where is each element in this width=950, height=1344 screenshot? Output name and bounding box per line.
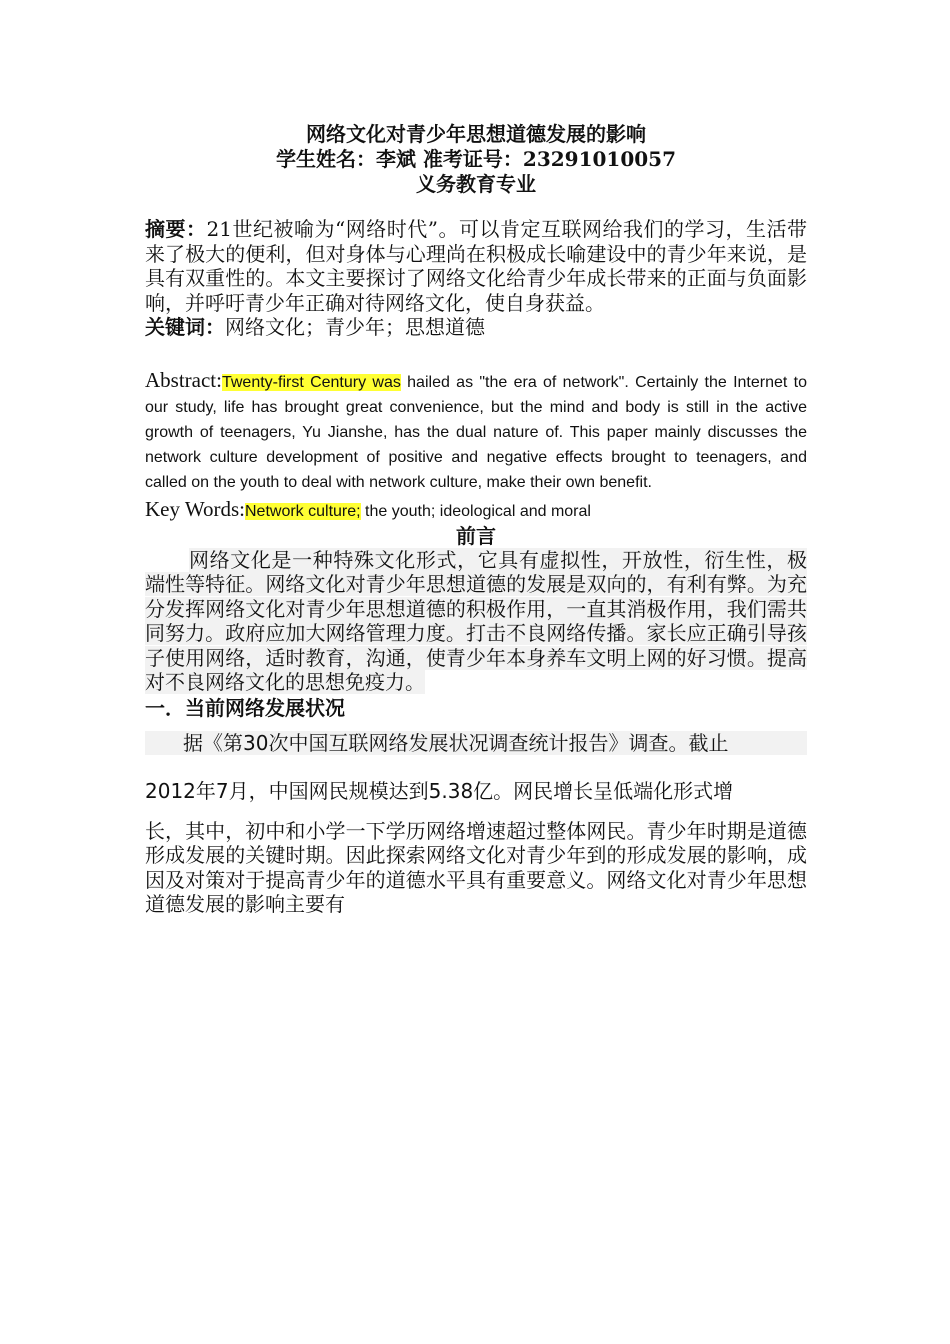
- section1-line2-c: 亿。网民增长呈低端化形式增: [473, 778, 734, 803]
- abstract-zh-text: 21世纪被喻为“网络时代”。可以肯定互联网给我们的学习，生活带来了极大的便利，但对身体与心理尚在积极成长喻建设中的青少年来说，是具有双重性的。本文主要探讨了网络文化给青少年成长带来的正面与负面影响，并呼吁青少年正确对待网络文化，使自身获益。: [145, 217, 807, 315]
- major-line: 义务教育专业: [416, 172, 536, 196]
- section1-line2-a: 年: [195, 778, 216, 803]
- abstract-zh: [145, 217, 807, 315]
- abstract-en-label: Abstract:: [145, 367, 222, 392]
- section1-line1-num: 30: [243, 730, 269, 755]
- keywords-zh-text: 网络文化；青少年；思想道德: [225, 315, 485, 339]
- preface-paragraph: [145, 548, 807, 695]
- paper-title: 网络文化对青少年思想道德发展的影响: [306, 122, 646, 146]
- student-info: 学生姓名：李斌 准考证号：23291010057: [275, 147, 677, 171]
- section1-rest-text: 长，其中，初中和小学一下学历网络增速超过整体网民。青少年时期是道德形成发展的关键时期。因此探索网络文化对青少年到的形成发展的影响，成因及对策对于提高青少年的道德水平具有重要意义。网络文化对青少年思想道德发展的影响主要有: [145, 818, 807, 916]
- section1-line2: [145, 779, 807, 803]
- section1-line2-b: 月，中国网民规模达到: [228, 778, 429, 803]
- section1-line2-num2: 7: [215, 778, 229, 803]
- abstract-en-highlight: Twenty-first Century was: [221, 373, 401, 391]
- section1-rest: [145, 819, 807, 917]
- keywords-en-label: Key Words:: [145, 496, 245, 521]
- section1-heading: 一．当前网络发展状况: [145, 695, 345, 720]
- spacer: [145, 197, 807, 217]
- document-content: [145, 122, 807, 917]
- section1-line1: [145, 731, 807, 755]
- section1-line1-a: 据《第: [183, 730, 243, 755]
- preface-text: 网络文化是一种特殊文化形式，它具有虚拟性，开放性，衍生性，极端性等特征。网络文化对青少年思想道德的发展是双向的，有利有弊。为充分发挥网络文化对青少年思想道德的积极作用，一直其消极作用，我们需共同努力。政府应加大网络管理力度。打击不良网络传播。家长应正确引导孩子使用网络，适时教育，沟通，使青少年本身养车文明上网的好习惯。提高对不良网络文化的思想免疫力。: [145, 547, 807, 694]
- keywords-en: [145, 497, 807, 524]
- abstract-en: [145, 368, 807, 495]
- section1-line1-b: 次中国互联网络发展状况调查统计报告》调查。截止: [268, 730, 729, 755]
- keywords-en-text: the youth; ideological and moral: [360, 502, 591, 520]
- section1-line2-num3: 5.38: [428, 778, 474, 803]
- title-block: [145, 122, 807, 197]
- keywords-zh: [145, 315, 807, 340]
- abstract-zh-label: 摘要：: [145, 217, 207, 241]
- abstract-en-text: hailed as "the era of network". Certainly the Internet to our study, life has brought great convenience, but the mind and body is still in the active growth of teenagers, Yu Jianshe, has the dual nature of. This paper mainly discusses the network culture development of positive and negative effects brought to teenagers, and called on the youth to deal with network culture, make their own benefit.: [145, 373, 807, 491]
- spacer: [145, 340, 807, 368]
- preface-heading: 前言: [456, 523, 496, 548]
- keywords-zh-label: 关键词：: [145, 315, 225, 339]
- keywords-en-highlight: Network culture;: [245, 502, 361, 520]
- section1-line2-num1: 2012: [145, 778, 196, 803]
